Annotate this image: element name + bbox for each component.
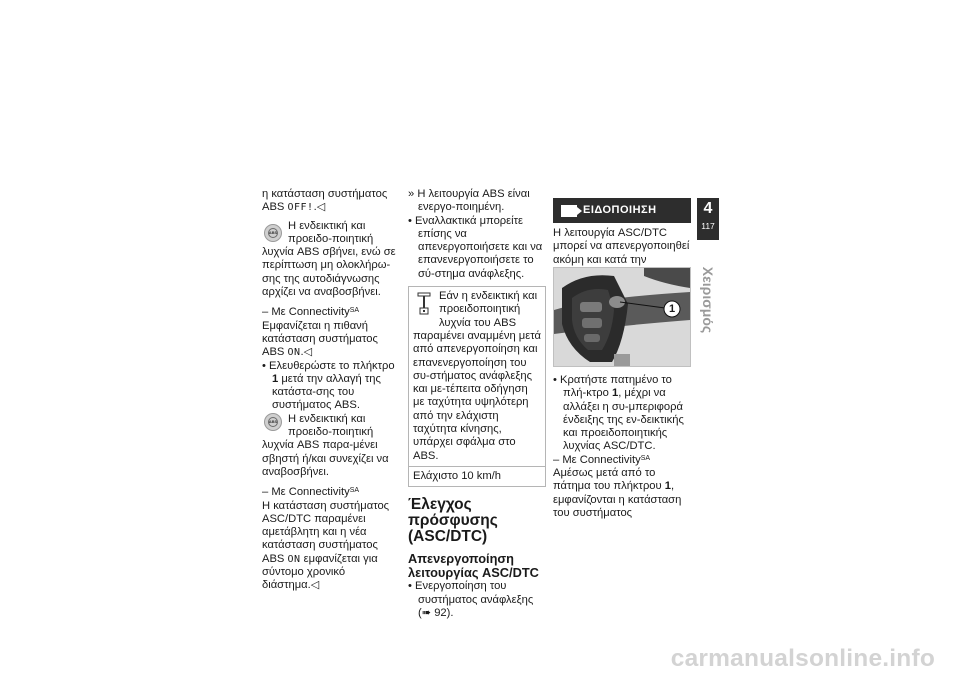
text: Ενεργοποίηση του συστήματος ανάφλεξης (➠ 92). — [415, 580, 534, 619]
abs-warning-icon — [264, 224, 282, 242]
warning-box — [408, 286, 546, 487]
abs-icon-label: ABS — [268, 418, 278, 424]
sa-superscript: SA — [349, 487, 360, 495]
warning-footer: Ελάχιστο 10 km/h — [409, 466, 545, 486]
text: εμφανίζεται για σύντομο χρονικό διάστημα.◁ — [262, 552, 378, 592]
wrench-warning-icon — [417, 292, 431, 316]
callout-1: 1 — [668, 303, 676, 315]
chapter-title: Χειρισμός — [700, 266, 716, 334]
display-code: ON — [287, 553, 301, 565]
notice-banner — [553, 198, 691, 223]
section-subheading: Απενεργοποίηση λειτουργίας ASC/DTC — [408, 551, 539, 581]
text: – Με Connectivity — [553, 453, 641, 466]
sa-superscript: SA — [349, 307, 360, 315]
text: Η κατάσταση συστήματος ASC/DTC παραμένει αμετάβλητη και η νέα κατάσταση συστήματος ABS — [262, 499, 390, 565]
text: – Με Connectivity — [262, 486, 350, 499]
text: Η ενδεικτική και προειδο-ποιητική λυχνία ABS σβήνει, ενώ σε περίπτωση μη ολοκλήρω-σης της αυτοδιάγνωσης αρχίζει να αναβοσβήνει. — [262, 219, 396, 299]
bullet-alternative: • Εναλλακτικά μπορείτε επίσης να απενεργοποιήσετε και να επανενεργοποιήσετε το σύ-στημα ανάφλεξης. — [408, 214, 543, 280]
text: Κρατήστε πατημένο το πλή-κτρο — [560, 374, 672, 400]
text: ABS — [262, 201, 285, 214]
button-reference: 1 — [272, 372, 279, 385]
abs-icon-label: ABS — [268, 229, 278, 235]
button-reference: 1 — [611, 387, 619, 400]
bullet-ignition-on: • Ενεργοποίηση του συστήματος ανάφλεξης (➠ 92). — [408, 580, 534, 619]
section-heading: Έλεγχος πρόσφυσης (ASC/DTC) — [408, 496, 498, 546]
handlebar-illustration — [554, 268, 690, 366]
connectivity-heading-3 — [553, 454, 691, 467]
text: Η ενδεικτική και προειδο-ποιητική λυχνία ABS παρα-μένει σβηστή ή/και συνεχίζει να αναβοσβήνει. — [262, 412, 389, 478]
paragraph-connectivity-2 — [262, 500, 400, 593]
column-1 — [262, 188, 400, 593]
connectivity-heading-1 — [262, 306, 400, 319]
notice-icon — [561, 205, 577, 217]
chapter-number: 4 — [703, 200, 713, 217]
chapter-side-title — [700, 260, 716, 340]
paragraph-abs-off — [262, 188, 400, 215]
column-3-lower — [553, 374, 691, 520]
text: μετά την αλλαγή της κατάστα-σης του συστήματος ABS. — [272, 372, 381, 412]
text: , εμφανίζονται η κατάσταση του συστήματος — [553, 480, 682, 519]
text: Εναλλακτικά μπορείτε επίσης να απενεργοποιήσετε και να επανενεργοποιήσετε το σύ-στημα ανάφλεξης. — [415, 214, 543, 280]
bullet-release-button: • Ελευθερώστε το πλήκτρο 1 μετά την αλλαγή της κατάστα-σης του συστήματος ABS. — [262, 359, 395, 412]
connectivity-heading-2 — [262, 486, 400, 499]
text: Αμέσως μετά από το πάτημα του πλήκτρου — [553, 467, 662, 493]
handlebar-switch-photo — [553, 267, 691, 367]
chapter-tab — [697, 198, 719, 240]
warning-body — [409, 287, 545, 466]
text: η κατάσταση συστήματος — [262, 188, 388, 200]
sa-superscript: SA — [640, 454, 651, 462]
display-code: OFF! — [287, 202, 314, 214]
text: .◁ — [300, 346, 313, 359]
text: Εμφανίζεται η πιθανή κατάσταση συστήματος ABS — [262, 319, 378, 359]
text: – Με Connectivity — [262, 306, 350, 319]
abs-warning-icon — [264, 413, 282, 431]
display-code: ON — [287, 347, 301, 359]
text: .◁ — [313, 201, 326, 214]
paragraph-abs-lamp — [262, 220, 400, 300]
paragraph-connectivity-1 — [262, 320, 400, 360]
warning-text: Εάν η ενδεικτική και προειδοποιητική λυχνία του ABS παραμένει αναμμένη μετά από απενεργοποίηση και επανενεργοποίηση του συ-στήματος ανάφλεξης και με-τέπειτα οδήγηση με ταχύτητα υψηλότερη από την ελάχιστη ταχύτητα κίνησης, υπάρχει σφάλμα στο ABS. — [413, 290, 541, 462]
text: Ελευθερώστε το πλήκτρο — [269, 359, 395, 372]
notice-text: Η λειτουργία ASC/DTC μπορεί να απενεργοποιηθεί ακόμη και κατά την — [553, 227, 690, 266]
paragraph-abs-lamp-2 — [262, 413, 400, 479]
page-number: 117 — [701, 221, 715, 231]
column-2 — [408, 188, 546, 620]
notice-label: ΕΙΔΟΠΟΙΗΣΗ — [583, 203, 657, 216]
bullet-hold-button: • Κρατήστε πατημένο το πλή-κτρο 1, μέχρι να αλλάξει η συ-μπεριφορά ένδειξης της εν-δεικτικής και προειδοποιητικής λυχνίας ASC/DTC. — [553, 374, 684, 453]
text: , μέχρι να αλλάξει η συ-μπεριφορά ένδειξης της εν-δεικτικής και προειδοποιητικής λυχνίας ASC/DTC. — [563, 387, 684, 453]
result-abs-active: » Η λειτουργία ABS είναι ενεργο-ποιημένη. — [408, 188, 530, 214]
paragraph-connectivity-3 — [553, 467, 691, 520]
button-reference: 1 — [664, 480, 671, 493]
watermark: carmanualsonline.info — [670, 645, 935, 672]
